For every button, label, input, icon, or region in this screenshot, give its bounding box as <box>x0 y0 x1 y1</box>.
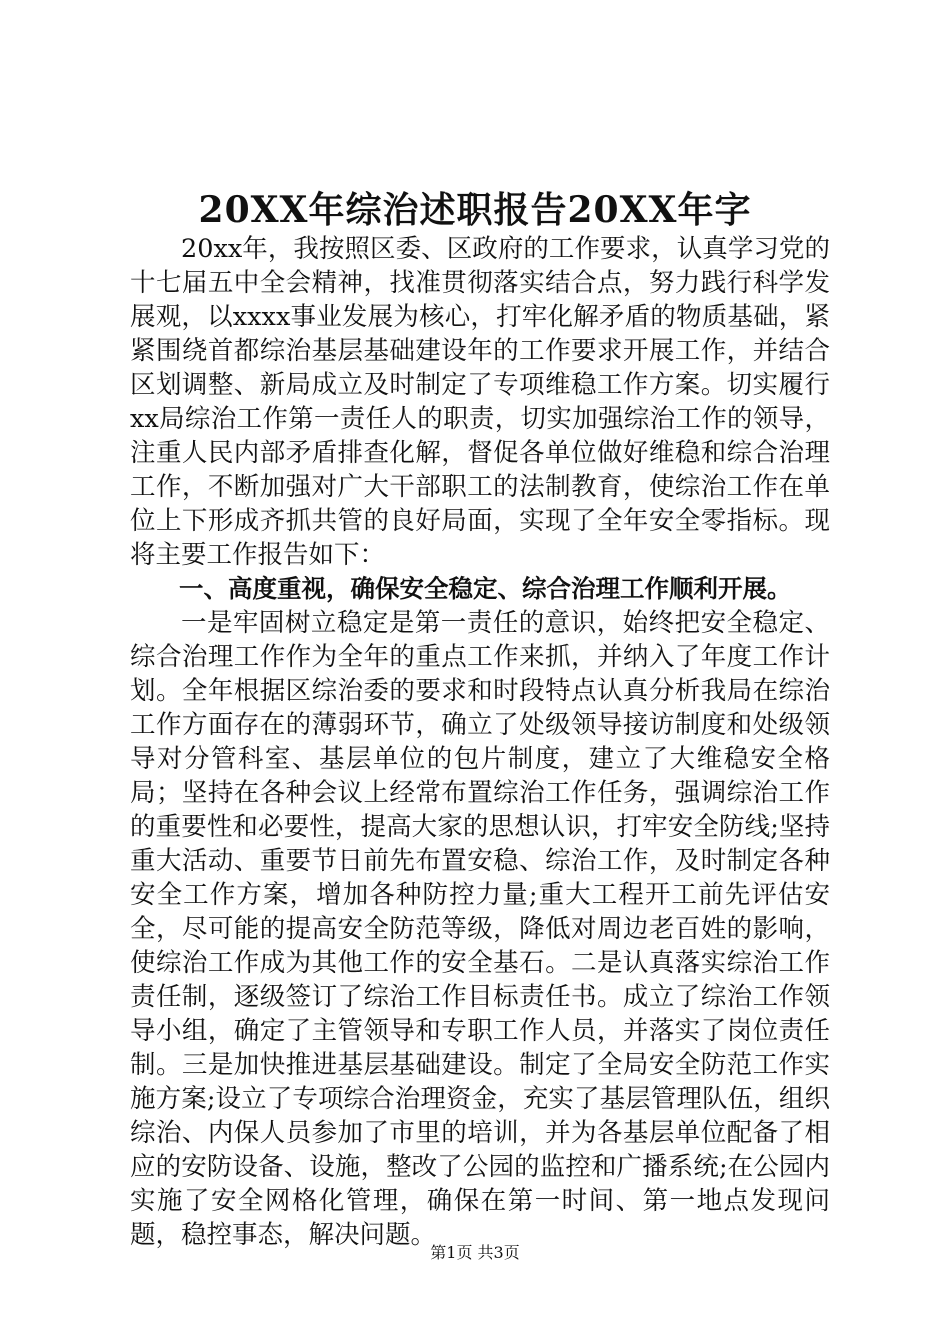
intro-paragraph: 20xx年，我按照区委、区政府的工作要求，认真学习党的十七届五中全会精神，找准贯彻落实结合点，努力践行科学发展观，以xxxx事业发展为核心，打牢化解矛盾的物质基础，紧紧围绕首都综治基层基础建设年的工作要求开展工作，并结合区划调整、新局成立及时制定了专项维稳工作方案。切实履行xx局综治工作第一责任人的职责，切实加强综治工作的领导，注重人民内部矛盾排查化解，督促各单位做好维稳和综合治理工作，不断加强对广大干部职工的法制教育，使综治工作在单位上下形成齐抓共管的良好局面，实现了全年安全零指标。现将主要工作报告如下： <box>130 234 830 570</box>
document-body <box>130 232 830 1252</box>
section-paragraph: 一是牢固树立稳定是第一责任的意识，始终把安全稳定、综合治理工作作为全年的重点工作来抓，并纳入了年度工作计划。全年根据区综治委的要求和时段特点认真分析我局在综治工作方面存在的薄弱环节，确立了处级领导接访制度和处级领导对分管科室、基层单位的包片制度，建立了大维稳安全格局；坚持在各种会议上经常布置综治工作任务，强调综治工作的重要性和必要性，提高大家的思想认识，打牢安全防线;坚持重大活动、重要节日前先布置安稳、综治工作，及时制定各种安全工作方案，增加各种防控力量;重大工程开工前先评估安全，尽可能的提高安全防范等级，降低对周边老百姓的影响，使综治工作成为其他工作的安全基石。二是认真落实综治工作责任制，逐级签订了综治工作目标责任书。成立了综治工作领导小组，确定了主管领导和专职工作人员，并落实了岗位责任制。三是加快推进基层基础建设。制定了全局安全防范工作实施方案;设立了专项综合治理资金，充实了基层管理队伍，组织综治、内保人员参加了市里的培训，并为各基层单位配备了相应的安防设备、设施，整改了公园的监控和广播系统;在公园内实施了安全网格化管理，确保在第一时间、第一地点发现问题，稳控事态，解决问题。 <box>130 608 830 1250</box>
page-footer: 第1页 共3页 <box>430 1243 520 1262</box>
document-title: 20XX年综治述职报告20XX年字 <box>198 189 752 231</box>
section-heading: 一、高度重视，确保安全稳定、综合治理工作顺利开展。 <box>179 574 792 603</box>
